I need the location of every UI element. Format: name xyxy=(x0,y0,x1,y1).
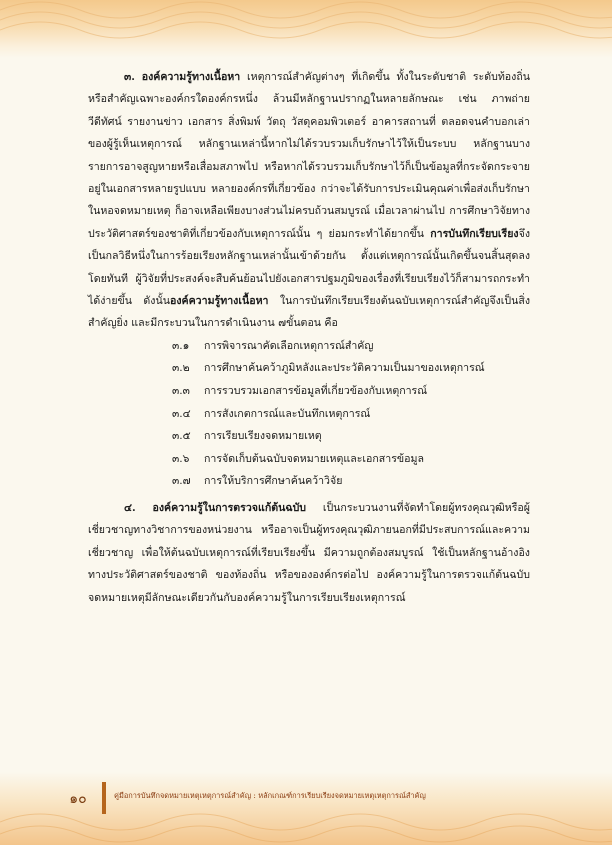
step-label: การรวบรวมเอกสารข้อมูลที่เกี่ยวข้องกับเหตุการณ์ xyxy=(204,385,428,398)
list-item xyxy=(88,425,530,448)
steps-list xyxy=(88,335,530,493)
step-label: การให้บริการศึกษาค้นคว้าวิจัย xyxy=(204,475,343,488)
bold-term: องค์ความรู้ทางเนื้อหา xyxy=(169,295,269,308)
section-number: ๓. xyxy=(124,71,135,83)
step-label: การพิจารณาคัดเลือกเหตุการณ์สำคัญ xyxy=(204,339,374,352)
list-item xyxy=(88,357,530,380)
document-body xyxy=(88,66,530,609)
bold-term: การบันทึกเรียบเรียง xyxy=(430,227,519,240)
paragraph-review-knowledge xyxy=(88,497,530,609)
step-label: การสังเกตการณ์และบันทึกเหตุการณ์ xyxy=(204,407,371,420)
paragraph-text: เหตุการณ์สำคัญต่างๆ ที่เกิดขึ้น ทั้งในระดับชาติ ระดับท้องถิ่น หรือสำคัญเฉพาะองค์กรใดองค์กรหนึ่ง ล้วนมีหลักฐานปรากฏในหลายลักษณะ เช่น ภาพถ่าย วีดีทัศน์ รายงานข่าว เอกสาร สิ่งพิมพ์ วัตถุ วัสดุคอมพิวเตอร์ อาคารสถานที่ ตลอดจนคำบอกเล่าของผู้รู้เห็นเหตุการณ์ หลักฐานเหล่านี้หากไม่ได้รวบรวมเก็บรักษาไว้ให้เป็นระบบ หลักฐานบางรายการอาจสูญหายหรือเสื่อมสภาพไป หรือหากได้รวบรวมเก็บรักษาไว้ก็เป็นข้อมูลที่กระจัดกระจายอยู่ในเอกสารหลายรูปแบบ หลายองค์กรที่เกี่ยวข้อง กว่าจะได้รับการประเมินคุณค่าเพื่อส่งเก็บรักษาในหอจดหมายเหตุ ก็อาจเหลือเพียงบางส่วนไม่ครบถ้วนสมบูรณ์ เมื่อเวลาผ่านไป การศึกษาวิจัยทางประวัติศาสตร์ของชาติที่เกี่ยวข้องกับเหตุการณ์นั้น ๆ ย่อมกระทำได้ยากขึ้น xyxy=(88,71,530,240)
step-number: ๓.๓ xyxy=(172,385,190,398)
step-label: การจัดเก็บต้นฉบับจดหมายเหตุและเอกสารข้อมูล xyxy=(204,452,424,465)
paragraph-text: จึงเป็นกลวิธีหนึ่งในการร้อยเรียงหลักฐานเหล่านั้นเข้าด้วยกัน ตั้งแต่เหตุการณ์นั้นเกิดขึ้นจนสิ้นสุดลงโดยทันที ผู้วิจัยที่ประสงค์จะสืบค้นย้อนไปยังเอกสารปฐมภูมิของเรื่องที่เรียบเรียงไว้ก็สามารถกระทำได้ง่ายขึ้น ดังนั้น xyxy=(88,227,530,308)
step-number: ๓.๗ xyxy=(172,475,191,488)
list-item xyxy=(88,403,530,426)
step-number: ๓.๒ xyxy=(172,362,190,375)
page-number: ๑๐ xyxy=(69,791,87,807)
list-item xyxy=(88,380,530,403)
list-item xyxy=(88,470,530,493)
section-heading: องค์ความรู้ในการตรวจแก้ต้นฉบับ xyxy=(152,502,307,515)
step-number: ๓.๑ xyxy=(172,339,190,352)
header-decoration xyxy=(0,0,612,58)
page-footer xyxy=(0,772,612,845)
step-label: การเรียบเรียงจดหมายเหตุ xyxy=(204,430,322,443)
paragraph-content-knowledge xyxy=(88,66,530,335)
step-number: ๓.๖ xyxy=(172,452,190,465)
step-label: การศึกษาค้นคว้าภูมิหลังและประวัติความเป็นมาของเหตุการณ์ xyxy=(204,362,485,375)
paragraph-text: เป็นกระบวนงานที่จัดทำโดยผู้ทรงคุณวุฒิหรือผู้เชี่ยวชาญทางวิชาการของหน่วยงาน หรืออาจเป็นผู้ทรงคุณวุฒิภายนอกที่มีประสบการณ์และความเชี่ยวชาญ เพื่อให้ต้นฉบับเหตุการณ์ที่เรียบเรียงขึ้น มีความถูกต้องสมบูรณ์ ใช้เป็นหลักฐานอ้างอิงทางประวัติศาสตร์ของชาติ ของท้องถิ่น หรือขององค์กรต่อไป องค์ความรู้ในการตรวจแก้ต้นฉบับจดหมายเหตุมีลักษณะเดียวกันกับองค์ความรู้ในการเรียบเรียงเหตุการณ์ xyxy=(88,502,530,604)
header-pattern xyxy=(0,0,612,58)
list-item xyxy=(88,335,530,358)
footer-title: คู่มือการบันทึกจดหมายเหตุเหตุการณ์สำคัญ : หลักเกณฑ์การเรียบเรียงจดหมายเหตุเหตุการณ์สำคัญ xyxy=(114,791,426,800)
section-number: ๔. xyxy=(124,502,136,515)
section-heading: องค์ความรู้ทางเนื้อหา xyxy=(141,71,241,83)
step-number: ๓.๔ xyxy=(172,407,191,420)
footer-divider xyxy=(102,782,106,814)
step-number: ๓.๕ xyxy=(172,430,191,443)
paragraph-text: ในการบันทึกเรียบเรียงต้นฉบับเหตุการณ์สำคัญจึงเป็นสิ่งสำคัญยิ่ง และมีกระบวนในการดำเนินงาน ๗ขั้นตอน คือ xyxy=(88,295,530,330)
list-item xyxy=(88,448,530,471)
